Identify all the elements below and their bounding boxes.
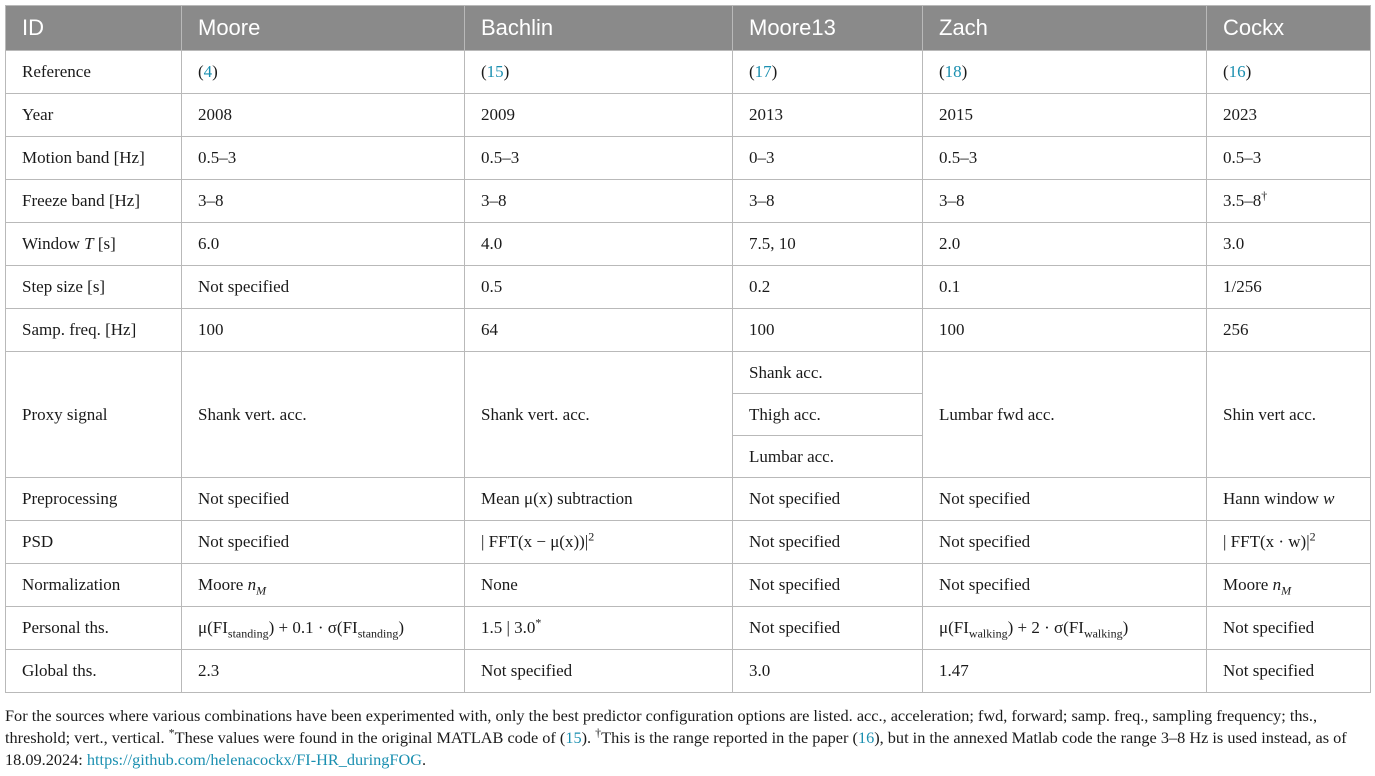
cell-bachlin: Mean μ(x) subtraction	[465, 478, 733, 521]
row-normalization	[6, 564, 1371, 607]
cell-moore13: Not specified	[733, 564, 923, 607]
row-label: Proxy signal	[6, 352, 182, 478]
cell-moore: Not specified	[182, 478, 465, 521]
citation-link[interactable]: 16	[1228, 62, 1246, 81]
cell-moore13: Not specified	[733, 478, 923, 521]
row-label: Motion band [Hz]	[6, 137, 182, 180]
cell-zach: 2.0	[923, 223, 1207, 266]
cell-moore13: (17)	[733, 51, 923, 94]
cell-moore13: 0.2	[733, 266, 923, 309]
cell-moore13: 7.5, 10	[733, 223, 923, 266]
cell-bachlin: 0.5–3	[465, 137, 733, 180]
cell-cockx: Not specified	[1207, 650, 1371, 693]
star-mark: *	[168, 725, 175, 740]
cell-moore13: 0–3	[733, 137, 923, 180]
row-reference	[6, 51, 1371, 94]
dagger-mark: †	[1261, 188, 1268, 203]
cell-moore: 2.3	[182, 650, 465, 693]
cell-moore: Moore $n_M$	[182, 564, 465, 607]
cell-cockx: Shin vert acc.	[1207, 352, 1371, 478]
citation-link[interactable]: 18	[944, 62, 962, 81]
cell-moore13: 3–8	[733, 180, 923, 223]
row-freeze-band	[6, 180, 1371, 223]
citation-link[interactable]: 16	[857, 728, 875, 747]
cell-moore: $\mu(FI_{standing}) + 0.1 \cdot \sigma(FI_{standing})$	[182, 607, 465, 650]
cell-zach: Not specified	[923, 521, 1207, 564]
cell-zach: 3–8	[923, 180, 1207, 223]
cell-moore: 2008	[182, 94, 465, 137]
row-samp-freq	[6, 309, 1371, 352]
config-table	[5, 5, 1371, 693]
header-bachlin: Bachlin	[465, 6, 733, 51]
row-motion-band	[6, 137, 1371, 180]
cell-cockx	[1207, 180, 1371, 223]
cell-moore13: Not specified	[733, 607, 923, 650]
row-personal-ths	[6, 607, 1371, 650]
cell-zach: 100	[923, 309, 1207, 352]
cell-bachlin: 64	[465, 309, 733, 352]
header-moore13: Moore13	[733, 6, 923, 51]
cell-cockx: Hann window w	[1207, 478, 1371, 521]
cell-cockx: 1/256	[1207, 266, 1371, 309]
cell-moore: 0.5–3	[182, 137, 465, 180]
cell-bachlin: 4.0	[465, 223, 733, 266]
cell-bachlin: Shank vert. acc.	[465, 352, 733, 478]
row-step-size	[6, 266, 1371, 309]
cell-moore13: 3.0	[733, 650, 923, 693]
cell-bachlin: | $FFT(x - \mu(x))|^2$	[465, 521, 733, 564]
cell-moore: 6.0	[182, 223, 465, 266]
row-label: Global ths.	[6, 650, 182, 693]
cell-moore13: Not specified	[733, 521, 923, 564]
table-footnote: For the sources where various combinations have been experimented with, only the best predictor configuration options are listed. acc., acceleration; fwd, forward; samp. freq., sampling frequency; ths., threshold; vert., vertical. *These values were found in the original MATLAB code of (15). †This is the range reported in the paper (16), but in the annexed Matlab code the range 3–8 Hz is used instead, as of 18.09.2024: https://github.com/helenacockx/FI-HR_duringFOG.	[5, 706, 1347, 769]
cell-moore: Not specified	[182, 266, 465, 309]
cell-moore: Shank vert. acc.	[182, 352, 465, 478]
row-label: Freeze band [Hz]	[6, 180, 182, 223]
row-global-ths	[6, 650, 1371, 693]
row-psd	[6, 521, 1371, 564]
cell-moore13: Thigh acc.	[733, 394, 923, 436]
cell-bachlin: (15)	[465, 51, 733, 94]
github-link[interactable]: https://github.com/helenacockx/FI-HR_duringFOG	[86, 750, 422, 769]
cell-cockx: (16)	[1207, 51, 1371, 94]
cell-zach: $\mu(FI_{walking}) + 2 \cdot \sigma(FI_{walking})$	[923, 607, 1207, 650]
header-id: ID	[6, 6, 182, 51]
cell-moore13: Shank acc.	[733, 352, 923, 394]
header-moore: Moore	[182, 6, 465, 51]
header-row	[6, 6, 1371, 51]
citation-link[interactable]: 15	[486, 62, 504, 81]
cell-cockx: 3.0	[1207, 223, 1371, 266]
cell-moore13: 100	[733, 309, 923, 352]
row-label: Year	[6, 94, 182, 137]
cell-moore: Not specified	[182, 521, 465, 564]
row-label: Reference	[6, 51, 182, 94]
row-label: Normalization	[6, 564, 182, 607]
row-label: Window T [s]	[6, 223, 182, 266]
cell-moore: 3–8	[182, 180, 465, 223]
cell-zach: 1.47	[923, 650, 1207, 693]
cell-zach: 2015	[923, 94, 1207, 137]
row-label: Step size [s]	[6, 266, 182, 309]
cell-zach: 0.5–3	[923, 137, 1207, 180]
row-label: PSD	[6, 521, 182, 564]
row-window	[6, 223, 1371, 266]
citation-link[interactable]: 17	[754, 62, 772, 81]
cell-cockx: Moore $n_M$	[1207, 564, 1371, 607]
row-year	[6, 94, 1371, 137]
cell-cockx: 256	[1207, 309, 1371, 352]
dagger-mark: †	[595, 725, 602, 740]
cell-zach: Not specified	[923, 564, 1207, 607]
row-label: Personal ths.	[6, 607, 182, 650]
cell-zach: Not specified	[923, 478, 1207, 521]
cell-bachlin: 3–8	[465, 180, 733, 223]
cell-moore: 100	[182, 309, 465, 352]
row-label: Preprocessing	[6, 478, 182, 521]
row-label: Samp. freq. [Hz]	[6, 309, 182, 352]
cell-cockx: Not specified	[1207, 607, 1371, 650]
citation-link[interactable]: 4	[203, 62, 213, 81]
value: 3.5–8	[1223, 191, 1262, 210]
row-proxy-signal	[6, 352, 1371, 394]
cell-zach: (18)	[923, 51, 1207, 94]
cell-zach: Lumbar fwd acc.	[923, 352, 1207, 478]
cell-zach: 0.1	[923, 266, 1207, 309]
row-preprocessing	[6, 478, 1371, 521]
cell-cockx: 2023	[1207, 94, 1371, 137]
cell-bachlin: 0.5	[465, 266, 733, 309]
header-zach: Zach	[923, 6, 1207, 51]
cell-bachlin: Not specified	[465, 650, 733, 693]
cell-moore13: Lumbar acc.	[733, 436, 923, 478]
cell-bachlin: 2009	[465, 94, 733, 137]
cell-bachlin: None	[465, 564, 733, 607]
citation-link[interactable]: 15	[565, 728, 582, 747]
cell-cockx: | $FFT(x \cdot w)|^2$	[1207, 521, 1371, 564]
cell-cockx: 0.5–3	[1207, 137, 1371, 180]
cell-moore: (4)	[182, 51, 465, 94]
header-cockx: Cockx	[1207, 6, 1371, 51]
cell-bachlin: 1.5 | 3.0*	[465, 607, 733, 650]
cell-moore13: 2013	[733, 94, 923, 137]
